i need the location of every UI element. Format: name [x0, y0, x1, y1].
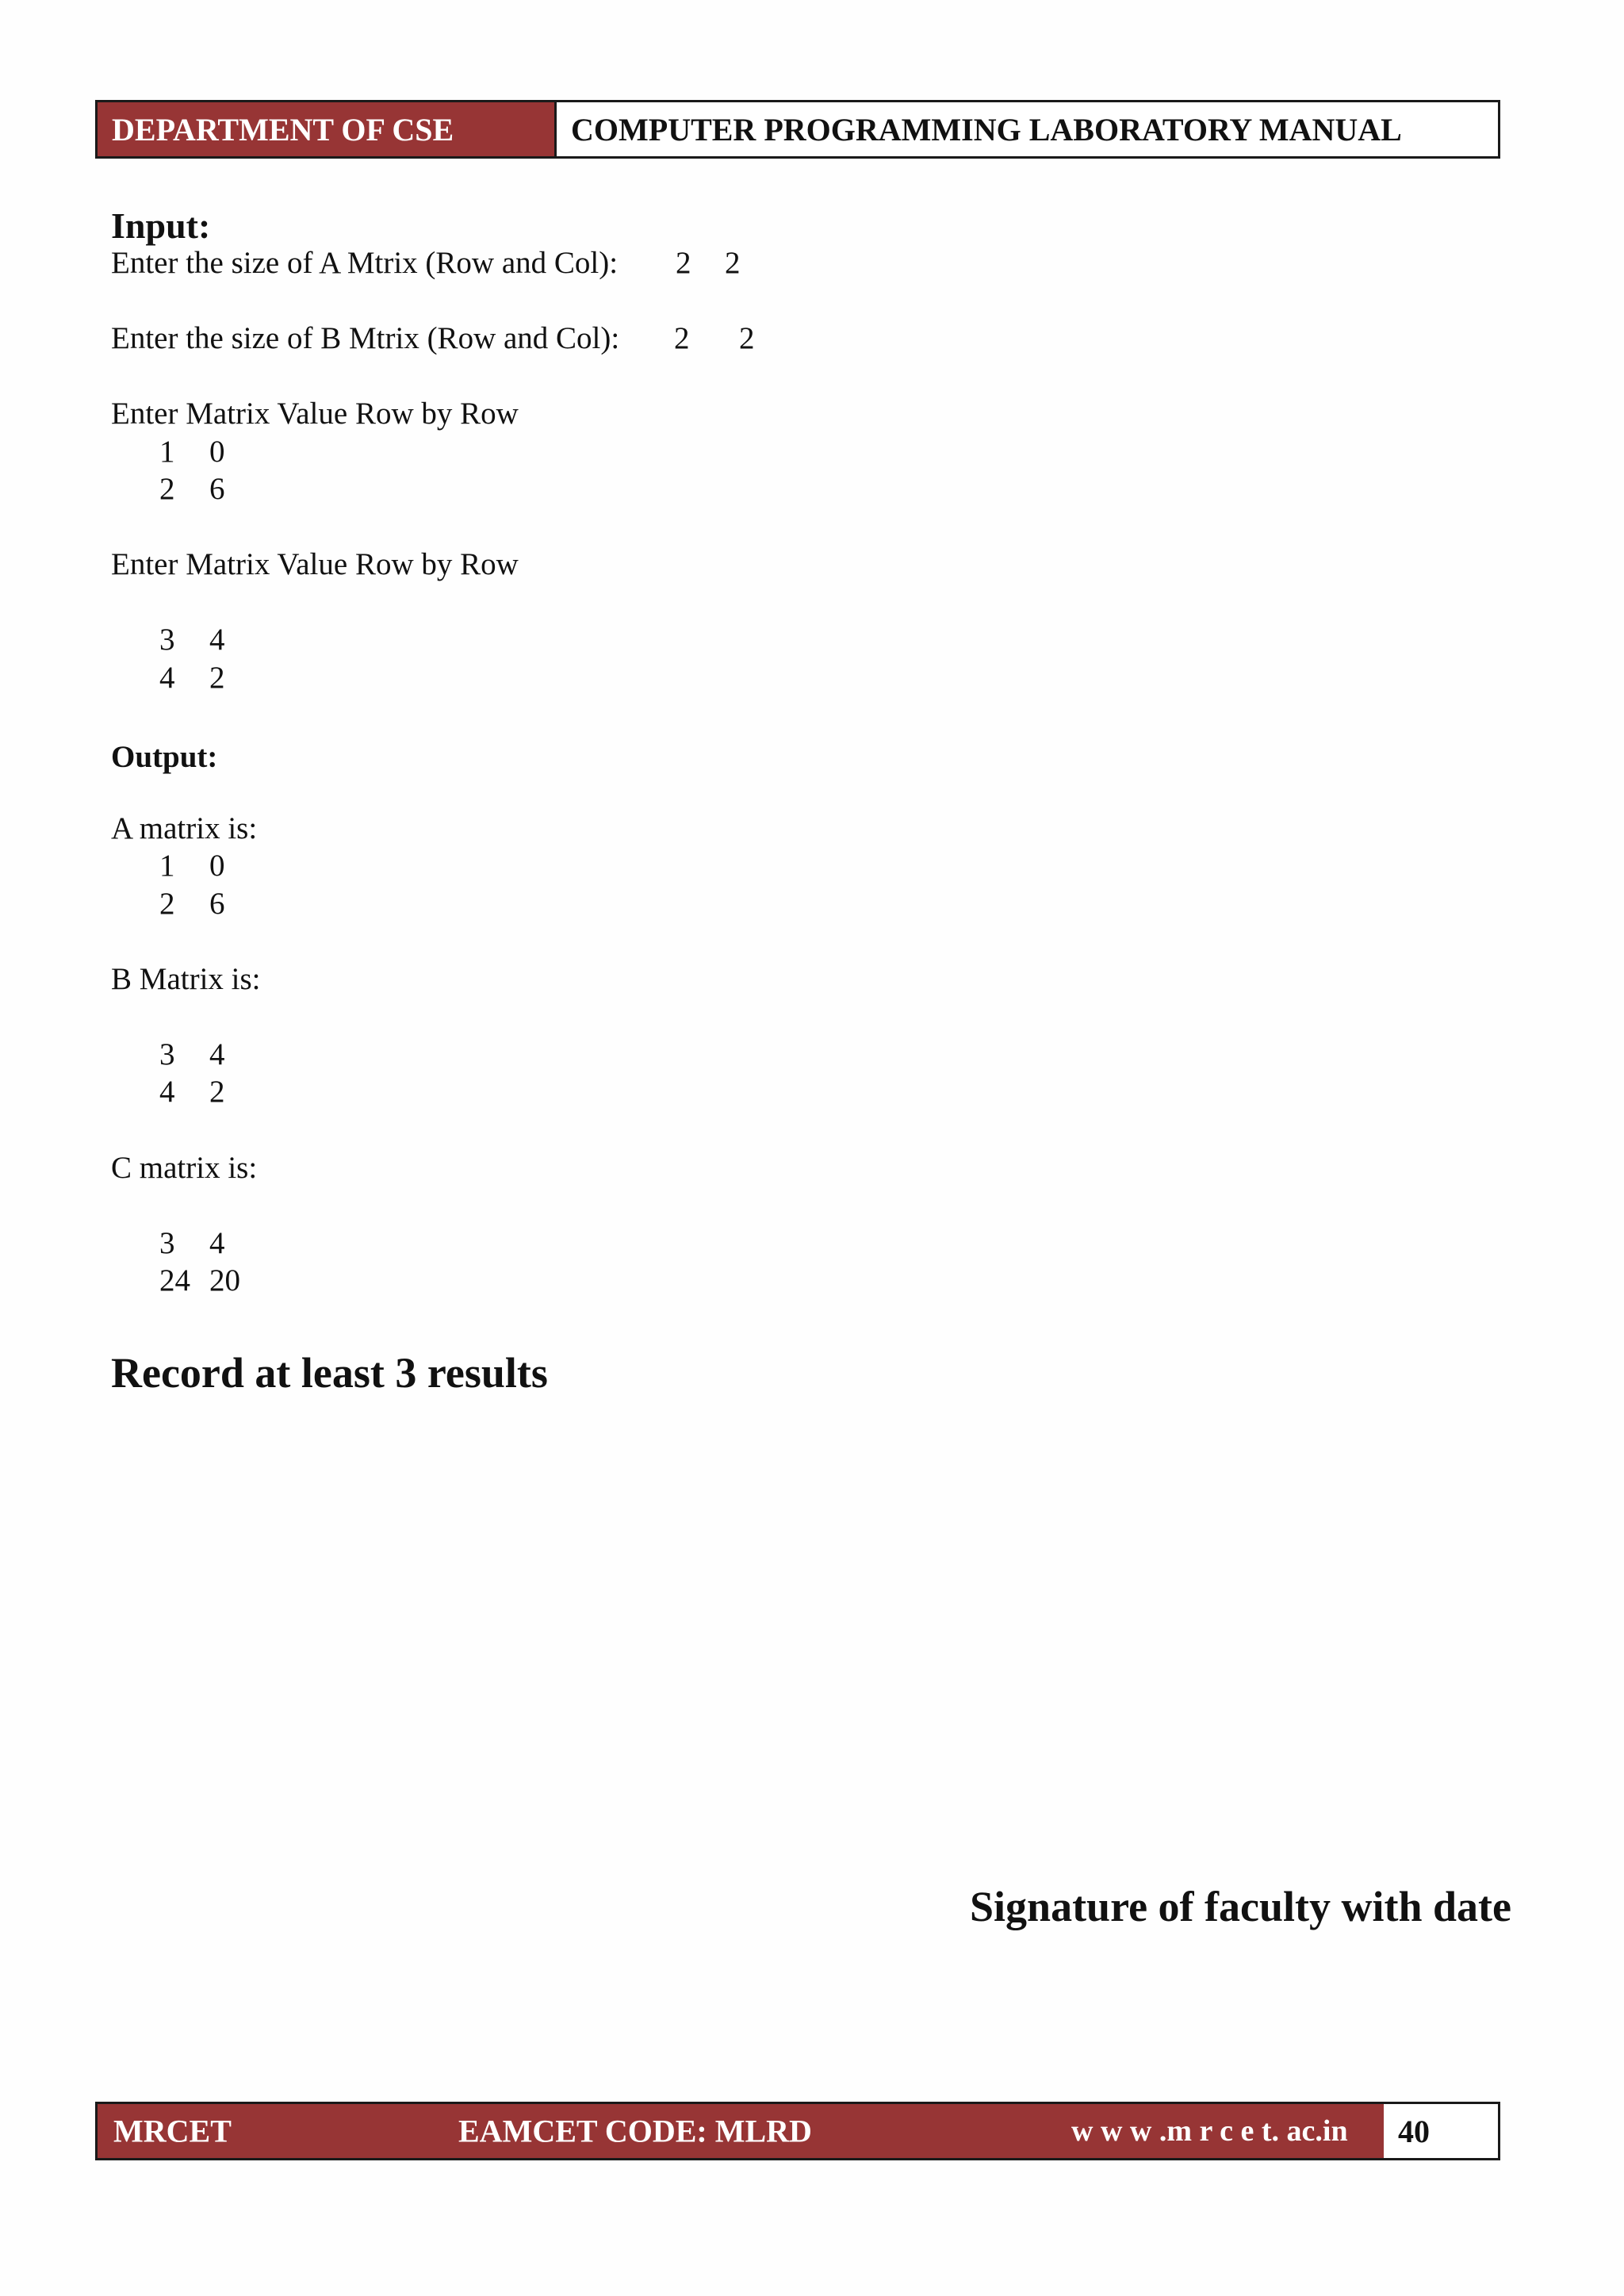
prompt-matrix-2: Enter Matrix Value Row by Row: [111, 547, 519, 581]
page-footer: [95, 2102, 1500, 2160]
b-matrix-cell: 2: [209, 1075, 225, 1109]
b-size-cols: 2: [739, 321, 755, 355]
b-matrix-cell: 3: [159, 1037, 175, 1071]
c-matrix-cell: 3: [159, 1226, 175, 1260]
record-heading: Record at least 3 results: [111, 1349, 548, 1397]
prompt-size-b: Enter the size of B Mtrix (Row and Col):: [111, 321, 620, 355]
c-matrix-cell: 24: [159, 1263, 190, 1297]
matrix-2-cell: 4: [209, 623, 225, 657]
b-matrix-cell: 4: [159, 1075, 175, 1109]
footer-band: [98, 2104, 1384, 2158]
a-size-rows: 2: [676, 246, 691, 280]
b-matrix-label: B Matrix is:: [111, 962, 261, 996]
page-number: 40: [1384, 2104, 1498, 2158]
a-matrix-label: A matrix is:: [111, 811, 258, 845]
footer-website: w w w .m r c e t. ac.in: [1071, 2114, 1348, 2148]
footer-eamcet-code: EAMCET CODE: MLRD: [458, 2113, 812, 2149]
signature-label: Signature of faculty with date: [970, 1883, 1511, 1930]
c-matrix-cell: 4: [209, 1226, 225, 1260]
b-matrix-cell: 4: [209, 1037, 225, 1071]
input-heading: Input:: [111, 205, 211, 246]
footer-institution: MRCET: [113, 2113, 232, 2149]
prompt-matrix-1: Enter Matrix Value Row by Row: [111, 397, 519, 431]
matrix-1-cell: 1: [159, 435, 175, 469]
matrix-2-cell: 2: [209, 661, 225, 695]
matrix-2-cell: 3: [159, 623, 175, 657]
matrix-2-cell: 4: [159, 661, 175, 695]
output-heading: Output:: [111, 740, 218, 774]
a-matrix-cell: 2: [159, 887, 175, 921]
c-matrix-label: C matrix is:: [111, 1151, 258, 1185]
a-matrix-cell: 0: [209, 849, 225, 883]
c-matrix-cell: 20: [209, 1263, 240, 1297]
page-header: [95, 100, 1500, 159]
b-size-rows: 2: [674, 321, 690, 355]
manual-title: COMPUTER PROGRAMMING LABORATORY MANUAL: [554, 102, 1498, 156]
a-matrix-cell: 6: [209, 887, 225, 921]
department-label: DEPARTMENT OF CSE: [98, 102, 554, 156]
matrix-1-cell: 0: [209, 435, 225, 469]
a-matrix-cell: 1: [159, 849, 175, 883]
a-size-cols: 2: [725, 246, 741, 280]
matrix-1-cell: 6: [209, 472, 225, 506]
prompt-size-a: Enter the size of A Mtrix (Row and Col):: [111, 246, 619, 280]
matrix-1-cell: 2: [159, 472, 175, 506]
